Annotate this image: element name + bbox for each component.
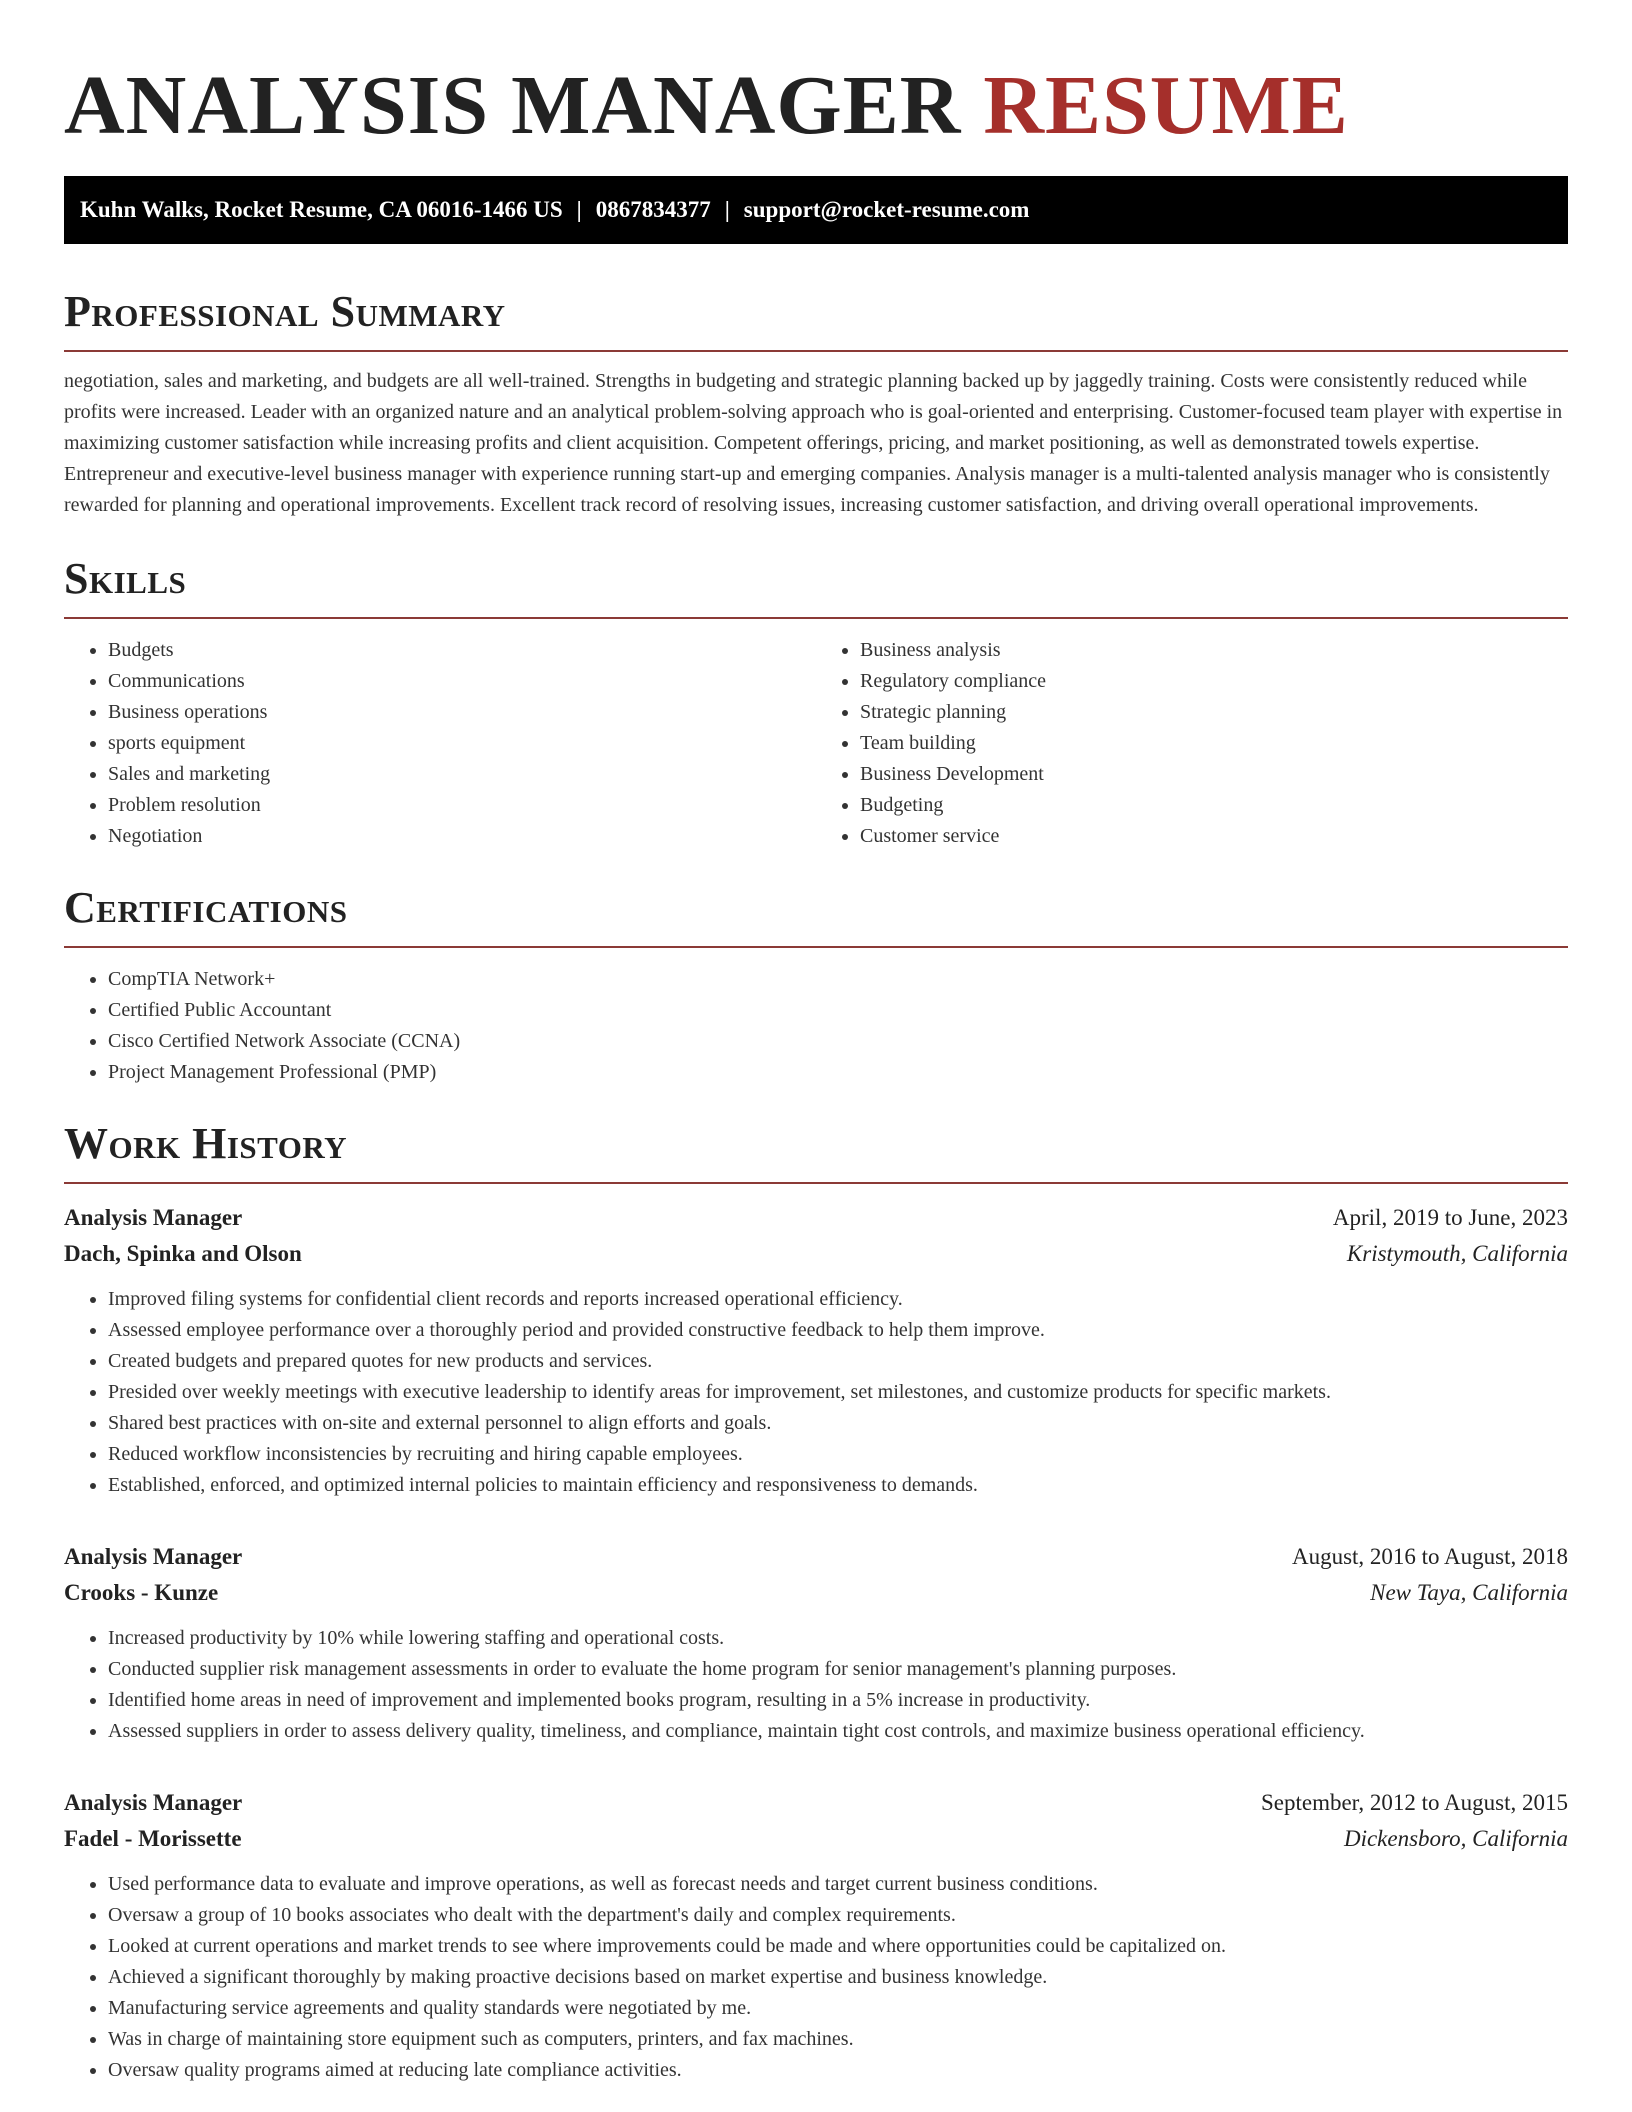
job-title: Analysis Manager	[64, 1544, 243, 1569]
list-item: • Increased productivity by 10% while lowering staffing and operational costs.	[108, 1623, 1568, 1654]
contact-separator: |	[724, 197, 730, 222]
list-item: • Business operations	[108, 697, 816, 728]
list-item: • Shared best practices with on-site and external personnel to align efforts and goals.	[108, 1408, 1568, 1439]
list-item: • Team building	[860, 728, 1568, 759]
section-divider	[64, 1182, 1568, 1184]
certifications-heading: Certifications	[64, 883, 348, 932]
skills-list-left	[64, 635, 816, 852]
list-item: • Project Management Professional (PMP)	[108, 1057, 1568, 1088]
contact-bar	[64, 176, 1568, 244]
job-bullets	[64, 1623, 1568, 1747]
job-company-row	[64, 1575, 1568, 1611]
job-title-row	[64, 1539, 1568, 1575]
list-item: • Problem resolution	[108, 790, 816, 821]
skills-grid	[64, 619, 1568, 852]
list-item: • Budgeting	[860, 790, 1568, 821]
skills-list-right	[816, 635, 1568, 852]
job-title-row	[64, 1785, 1568, 1821]
summary-section	[64, 286, 1568, 521]
list-item: • Sales and marketing	[108, 759, 816, 790]
job-entry	[64, 1200, 1568, 1501]
list-item: • Certified Public Accountant	[108, 995, 1568, 1026]
skills-section	[64, 553, 1568, 852]
job-entry	[64, 1539, 1568, 1747]
skills-heading: Skills	[64, 554, 187, 603]
contact-separator: |	[576, 197, 582, 222]
resume-title	[64, 0, 1568, 156]
list-item: • Achieved a significant thoroughly by making proactive decisions based on market expertise and business knowledge.	[108, 1962, 1568, 1993]
job-company-row	[64, 1236, 1568, 1272]
list-item: • Communications	[108, 666, 816, 697]
contact-phone: 0867834377	[595, 197, 711, 222]
job-company: Crooks - Kunze	[64, 1580, 219, 1605]
list-item: • Cisco Certified Network Associate (CCNA)	[108, 1026, 1568, 1057]
job-bullets	[64, 1284, 1568, 1501]
title-accent: RESUME	[983, 59, 1349, 152]
job-location: Dickensboro, California	[1343, 1826, 1568, 1851]
work-history-heading: Work History	[64, 1119, 348, 1168]
job-title: Analysis Manager	[64, 1790, 243, 1815]
list-item: • Manufacturing service agreements and quality standards were negotiated by me.	[108, 1993, 1568, 2024]
job-list	[64, 1200, 1568, 2086]
list-item: • Presided over weekly meetings with executive leadership to identify areas for improvement, set milestones, and customize products for specific markets.	[108, 1377, 1568, 1408]
list-item: • Assessed suppliers in order to assess delivery quality, timeliness, and compliance, maintain tight cost controls, and maximize business operational efficiency.	[108, 1716, 1568, 1747]
list-item: • Conducted supplier risk management assessments in order to evaluate the home program for senior management's planning purposes.	[108, 1654, 1568, 1685]
list-item: • Business Development	[860, 759, 1568, 790]
list-item: • Was in charge of maintaining store equipment such as computers, printers, and fax machines.	[108, 2024, 1568, 2055]
list-item: • Budgets	[108, 635, 816, 666]
summary-heading: Professional Summary	[64, 287, 506, 336]
list-item: • Used performance data to evaluate and improve operations, as well as forecast needs and target current business conditions.	[108, 1869, 1568, 1900]
section-divider	[64, 946, 1568, 948]
job-company: Fadel - Morissette	[64, 1826, 242, 1851]
list-item: • sports equipment	[108, 728, 816, 759]
list-item: • Assessed employee performance over a thoroughly period and provided constructive feedback to help them improve.	[108, 1315, 1568, 1346]
job-location: New Taya, California	[1370, 1580, 1568, 1605]
list-item: • Regulatory compliance	[860, 666, 1568, 697]
list-item: • CompTIA Network+	[108, 964, 1568, 995]
list-item: • Customer service	[860, 821, 1568, 852]
job-bullets	[64, 1869, 1568, 2086]
job-title-row	[64, 1200, 1568, 1236]
list-item: • Reduced workflow inconsistencies by recruiting and hiring capable employees.	[108, 1439, 1568, 1470]
job-title: Analysis Manager	[64, 1205, 243, 1230]
summary-text: negotiation, sales and marketing, and budgets are all well-trained. Strengths in budgeting and strategic planning backed up by jaggedly training. Costs were consistently reduced while profits were increased. Leader with an organized nature and an analytical problem-solving approach who is goal-oriented and enterprising. Customer-focused team player with expertise in maximizing customer satisfaction while increasing profits and client acquisition. Competent offerings, pricing, and market positioning, as well as demonstrated towels expertise. Entrepreneur and executive-level business manager with experience running start-up and emerging companies. Analysis manager is a multi-talented analysis manager who is consistently rewarded for planning and operational improvements. Excellent track record of resolving issues, increasing customer satisfaction, and driving overall operational improvements.	[64, 370, 1563, 516]
contact-address: Kuhn Walks, Rocket Resume, CA 06016-1466 US	[80, 197, 563, 222]
title-main: ANALYSIS MANAGER	[64, 59, 962, 152]
list-item: • Oversaw a group of 10 books associates who dealt with the department's daily and complex requirements.	[108, 1900, 1568, 1931]
list-item: • Business analysis	[860, 635, 1568, 666]
list-item: • Improved filing systems for confidential client records and reports increased operational efficiency.	[108, 1284, 1568, 1315]
job-entry	[64, 1785, 1568, 2086]
list-item: • Identified home areas in need of improvement and implemented books program, resulting in a 5% increase in productivity.	[108, 1685, 1568, 1716]
job-dates: April, 2019 to June, 2023	[1332, 1205, 1568, 1230]
list-item: • Oversaw quality programs aimed at reducing late compliance activities.	[108, 2055, 1568, 2086]
job-dates: August, 2016 to August, 2018	[1291, 1544, 1568, 1569]
certifications-section	[64, 882, 1568, 1088]
job-company-row	[64, 1821, 1568, 1857]
list-item: • Strategic planning	[860, 697, 1568, 728]
job-dates: September, 2012 to August, 2015	[1260, 1790, 1568, 1815]
list-item: • Created budgets and prepared quotes for new products and services.	[108, 1346, 1568, 1377]
job-company: Dach, Spinka and Olson	[64, 1241, 302, 1266]
list-item: • Established, enforced, and optimized internal policies to maintain efficiency and responsiveness to demands.	[108, 1470, 1568, 1501]
section-divider	[64, 350, 1568, 352]
job-location: Kristymouth, California	[1346, 1241, 1568, 1266]
work-history-section	[64, 1118, 1568, 2086]
certifications-list	[64, 964, 1568, 1088]
list-item: • Negotiation	[108, 821, 816, 852]
contact-email: support@rocket-resume.com	[743, 197, 1030, 222]
list-item: • Looked at current operations and market trends to see where improvements could be made and where opportunities could be capitalized on.	[108, 1931, 1568, 1962]
